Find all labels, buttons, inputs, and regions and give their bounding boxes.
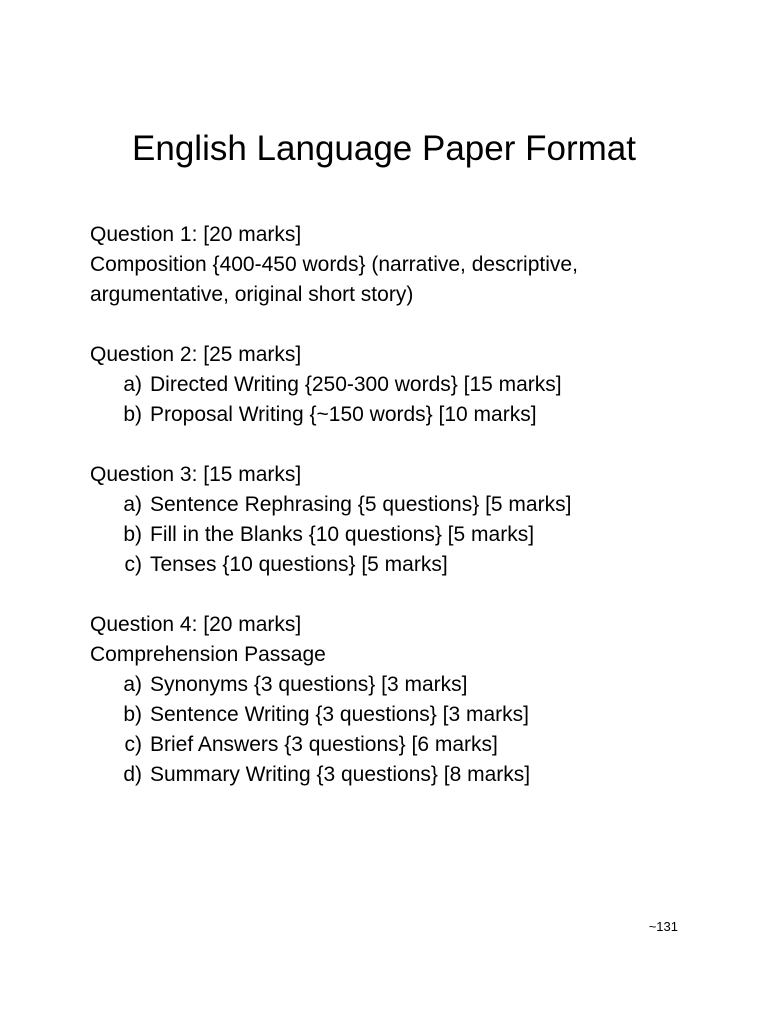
page-title: English Language Paper Format — [132, 129, 636, 168]
question-4-item-d — [90, 760, 730, 790]
paper-format-content — [90, 220, 730, 790]
question-1-description-line-1: Composition {400-450 words} (narrative, descriptive, — [90, 253, 578, 276]
section-spacer — [90, 310, 730, 340]
question-4-heading: Question 4: [20 marks] — [90, 613, 302, 636]
question-3-item-b — [90, 520, 730, 550]
question-2-item-a — [90, 370, 730, 400]
question-3-section — [90, 460, 730, 580]
item-letter: c) — [124, 733, 142, 756]
item-text: Sentence Rephrasing {5 questions} [5 marks] — [150, 493, 572, 516]
section-spacer — [90, 430, 730, 460]
item-text: Directed Writing {250-300 words} [15 marks] — [150, 373, 562, 396]
item-text: Synonyms {3 questions} [3 marks] — [150, 673, 468, 696]
question-1-section — [90, 220, 730, 310]
question-4-item-c — [90, 730, 730, 760]
question-3-item-c — [90, 550, 730, 580]
question-3-heading: Question 3: [15 marks] — [90, 463, 302, 486]
question-4-item-b — [90, 700, 730, 730]
question-1-description-line-2: argumentative, original short story) — [90, 283, 414, 306]
item-letter: b) — [123, 523, 142, 546]
item-letter: c) — [124, 553, 142, 576]
question-2-item-b — [90, 400, 730, 430]
question-4-section — [90, 610, 730, 790]
item-text: Tenses {10 questions} [5 marks] — [150, 553, 448, 576]
item-letter: a) — [123, 493, 142, 516]
question-2-section — [90, 340, 730, 430]
question-4-item-a — [90, 670, 730, 700]
item-letter: b) — [123, 403, 142, 426]
item-letter: a) — [123, 673, 142, 696]
page-number: ~131 — [648, 919, 678, 934]
question-1-heading: Question 1: [20 marks] — [90, 223, 302, 246]
item-letter: a) — [123, 373, 142, 396]
item-text: Sentence Writing {3 questions} [3 marks] — [150, 703, 529, 726]
question-3-item-a — [90, 490, 730, 520]
item-text: Summary Writing {3 questions} [8 marks] — [150, 763, 531, 786]
section-spacer — [90, 580, 730, 610]
question-2-heading: Question 2: [25 marks] — [90, 343, 302, 366]
item-text: Fill in the Blanks {10 questions} [5 marks] — [150, 523, 535, 546]
item-letter: b) — [123, 703, 142, 726]
question-4-subheading: Comprehension Passage — [90, 643, 326, 666]
item-text: Proposal Writing {~150 words} [10 marks] — [150, 403, 537, 426]
item-letter: d) — [123, 763, 142, 786]
item-text: Brief Answers {3 questions} [6 marks] — [150, 733, 498, 756]
